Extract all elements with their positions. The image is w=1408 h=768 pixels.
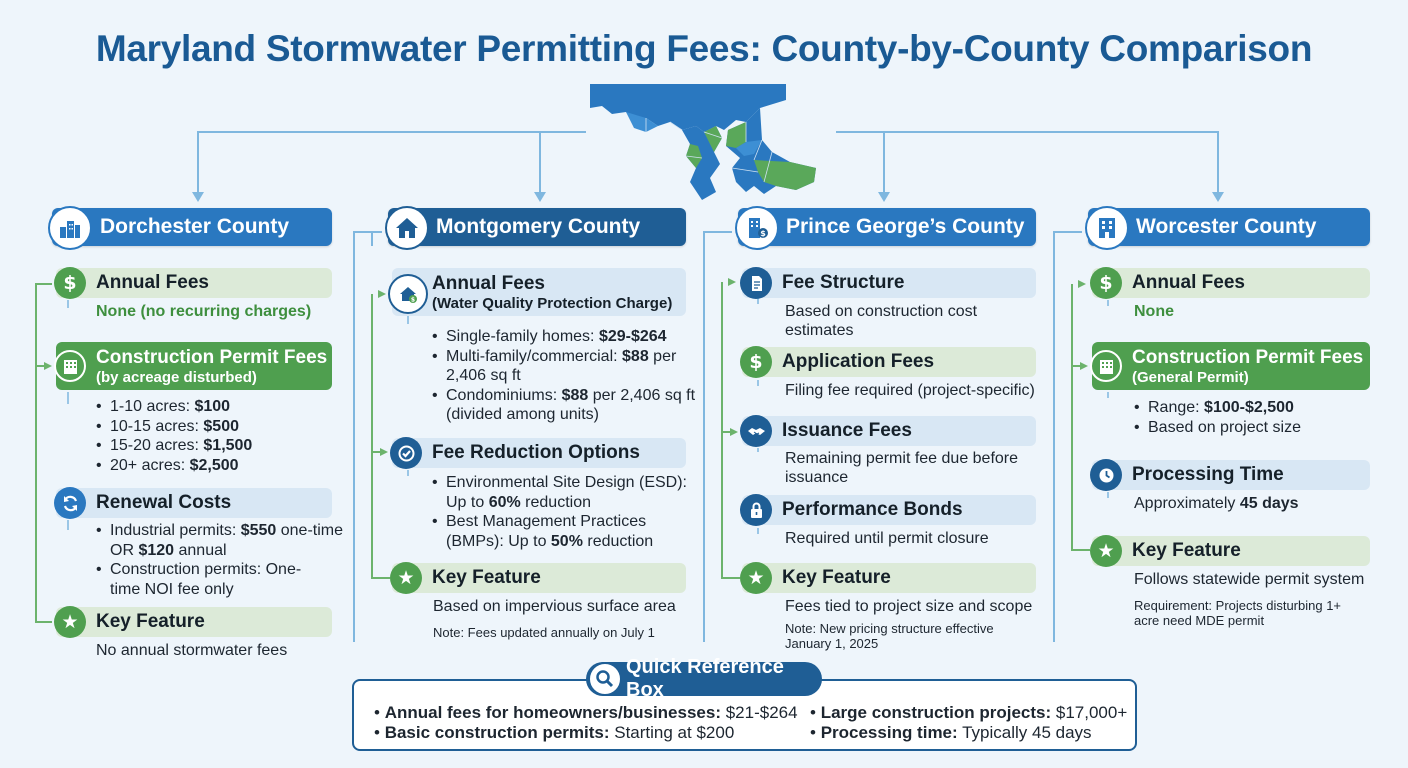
list-item: • Best Management Practices (BMPs): Up to 50% reduction	[432, 512, 704, 551]
svg-text:$: $	[410, 296, 415, 303]
princegeorges-key-title: Key Feature	[782, 567, 891, 588]
worcester-construction-pill	[1092, 342, 1370, 390]
princegeorges-key-pill	[742, 563, 1036, 593]
montgomery-reduction-list	[432, 473, 704, 551]
montgomery-fee-list	[432, 327, 702, 425]
house-dollar-icon	[388, 274, 428, 314]
building-dollar-icon	[735, 206, 779, 250]
worcester-requirement: Requirement: Projects disturbing 1+ acre need MDE permit	[1134, 598, 1342, 628]
star-icon: ★	[390, 562, 422, 594]
list-item: • Industrial permits: $550 one-time OR $120 annual	[96, 521, 346, 560]
list-item: • Environmental Site Design (ESD): Up to 60% reduction	[432, 473, 692, 512]
worcester-key-pill	[1092, 536, 1370, 566]
princegeorges-structure-value: Based on construction cost estimates	[785, 303, 978, 339]
search-icon	[588, 662, 622, 696]
dorchester-title: Dorchester County	[100, 215, 290, 238]
house-icon	[385, 206, 429, 250]
montgomery-annual-sub: (Water Quality Protection Charge)	[432, 294, 673, 312]
worcester-annual-pill	[1092, 268, 1370, 298]
list-item: • 20+ acres: $2,500	[96, 456, 252, 476]
montgomery-reduction-title: Fee Reduction Options	[432, 442, 640, 463]
worcester-processing-pill	[1092, 460, 1370, 490]
refresh-icon	[54, 487, 86, 519]
dorchester-header	[52, 208, 332, 246]
list-item: • Single-family homes: $29-$264	[432, 327, 702, 347]
worcester-processing-title: Processing Time	[1132, 464, 1284, 485]
worcester-header	[1088, 208, 1370, 246]
dorchester-construction-sub: (by acreage disturbed)	[96, 368, 257, 386]
dorchester-renewal-pill	[56, 488, 332, 518]
list-item: • 1-10 acres: $100	[96, 397, 252, 417]
list-item: • Condominiums: $88 per 2,406 sq ft (divided among units)	[432, 386, 700, 425]
montgomery-title: Montgomery County	[436, 215, 641, 238]
clock-icon	[1090, 459, 1122, 491]
dorchester-renewal-list	[96, 521, 346, 599]
princegeorges-bonds-value: Required until permit closure	[785, 530, 989, 547]
quick-reference-item: • Large construction projects: $17,000+	[810, 703, 1128, 722]
princegeorges-application-title: Application Fees	[782, 351, 935, 372]
dorchester-key-value: No annual stormwater fees	[96, 642, 288, 659]
montgomery-key-title: Key Feature	[432, 567, 541, 588]
document-icon	[740, 267, 772, 299]
city-icon	[48, 206, 92, 250]
princegeorges-structure-pill	[742, 268, 1036, 298]
list-item: • Construction permits: One-time NOI fee only	[96, 560, 328, 599]
princegeorges-title: Prince George’s County	[786, 215, 1025, 238]
dollar-icon: $	[54, 267, 86, 299]
princegeorges-issuance-title: Issuance Fees	[782, 420, 912, 441]
princegeorges-issuance-pill	[742, 416, 1036, 446]
page-title: Maryland Stormwater Permitting Fees: County-by-County Comparison	[95, 28, 1313, 69]
princegeorges-header	[738, 208, 1036, 246]
star-icon: ★	[740, 562, 772, 594]
dorchester-construction-list	[96, 397, 252, 475]
montgomery-annual-title: Annual Fees	[432, 272, 545, 294]
montgomery-header	[388, 208, 686, 246]
star-icon: ★	[1090, 535, 1122, 567]
dorchester-annual-value: None (no recurring charges)	[96, 303, 312, 320]
princegeorges-bonds-title: Performance Bonds	[782, 499, 963, 520]
list-item: • Based on project size	[1134, 418, 1301, 438]
princegeorges-structure-title: Fee Structure	[782, 272, 905, 293]
princegeorges-key-value: Fees tied to project size and scope	[785, 598, 1033, 615]
princegeorges-issuance-value: Remaining permit fee due before issuance	[785, 450, 1019, 486]
building-icon	[1085, 206, 1129, 250]
worcester-processing-value: Approximately 45 days	[1134, 495, 1299, 512]
dorchester-key-title: Key Feature	[96, 611, 205, 632]
worcester-annual-title: Annual Fees	[1132, 272, 1245, 293]
star-icon: ★	[54, 606, 86, 638]
montgomery-annual-pill	[392, 268, 686, 316]
dollar-icon: $	[740, 346, 772, 378]
quick-reference-item: • Annual fees for homeowners/businesses: $21-$264	[374, 703, 798, 722]
handshake-icon	[740, 415, 772, 447]
dorchester-annual-title: Annual Fees	[96, 272, 209, 293]
worcester-construction-list	[1134, 398, 1301, 437]
worcester-key-title: Key Feature	[1132, 540, 1241, 561]
princegeorges-bonds-pill	[742, 495, 1036, 525]
worcester-key-value: Follows statewide permit system	[1134, 571, 1365, 588]
svg-text:$: $	[760, 229, 766, 238]
dorchester-annual-pill	[56, 268, 332, 298]
check-icon	[390, 437, 422, 469]
princegeorges-note: Note: New pricing structure effective January 1, 2025	[785, 621, 994, 651]
princegeorges-application-pill	[742, 347, 1036, 377]
dorchester-construction-title: Construction Permit Fees	[96, 346, 328, 368]
dorchester-construction-pill	[56, 342, 332, 390]
montgomery-key-pill	[392, 563, 686, 593]
montgomery-reduction-pill	[392, 438, 686, 468]
list-item: • 15-20 acres: $1,500	[96, 436, 252, 456]
dorchester-renewal-title: Renewal Costs	[96, 492, 232, 513]
montgomery-note: Note: Fees updated annually on July 1	[433, 625, 655, 640]
dollar-icon: $	[1090, 267, 1122, 299]
lock-icon	[740, 494, 772, 526]
dorchester-key-pill	[56, 607, 332, 637]
quick-reference-item: • Basic construction permits: Starting at $200	[374, 723, 735, 742]
worcester-construction-sub: (General Permit)	[1132, 368, 1249, 386]
worcester-annual-value: None	[1134, 303, 1174, 320]
list-item: • 10-15 acres: $500	[96, 417, 252, 437]
worcester-construction-title: Construction Permit Fees	[1132, 346, 1364, 368]
worcester-title: Worcester County	[1136, 215, 1317, 238]
princegeorges-application-value: Filing fee required (project-specific)	[785, 382, 1035, 399]
quick-reference-item: • Processing time: Typically 45 days	[810, 723, 1092, 742]
building-icon	[54, 350, 86, 382]
montgomery-key-value: Based on impervious surface area	[433, 598, 676, 615]
list-item: • Multi-family/commercial: $88 per 2,406 sq ft	[432, 347, 698, 386]
list-item: • Range: $100-$2,500	[1134, 398, 1301, 418]
building-icon	[1090, 350, 1122, 382]
quick-reference-title-text: Quick Reference Box	[626, 656, 784, 701]
